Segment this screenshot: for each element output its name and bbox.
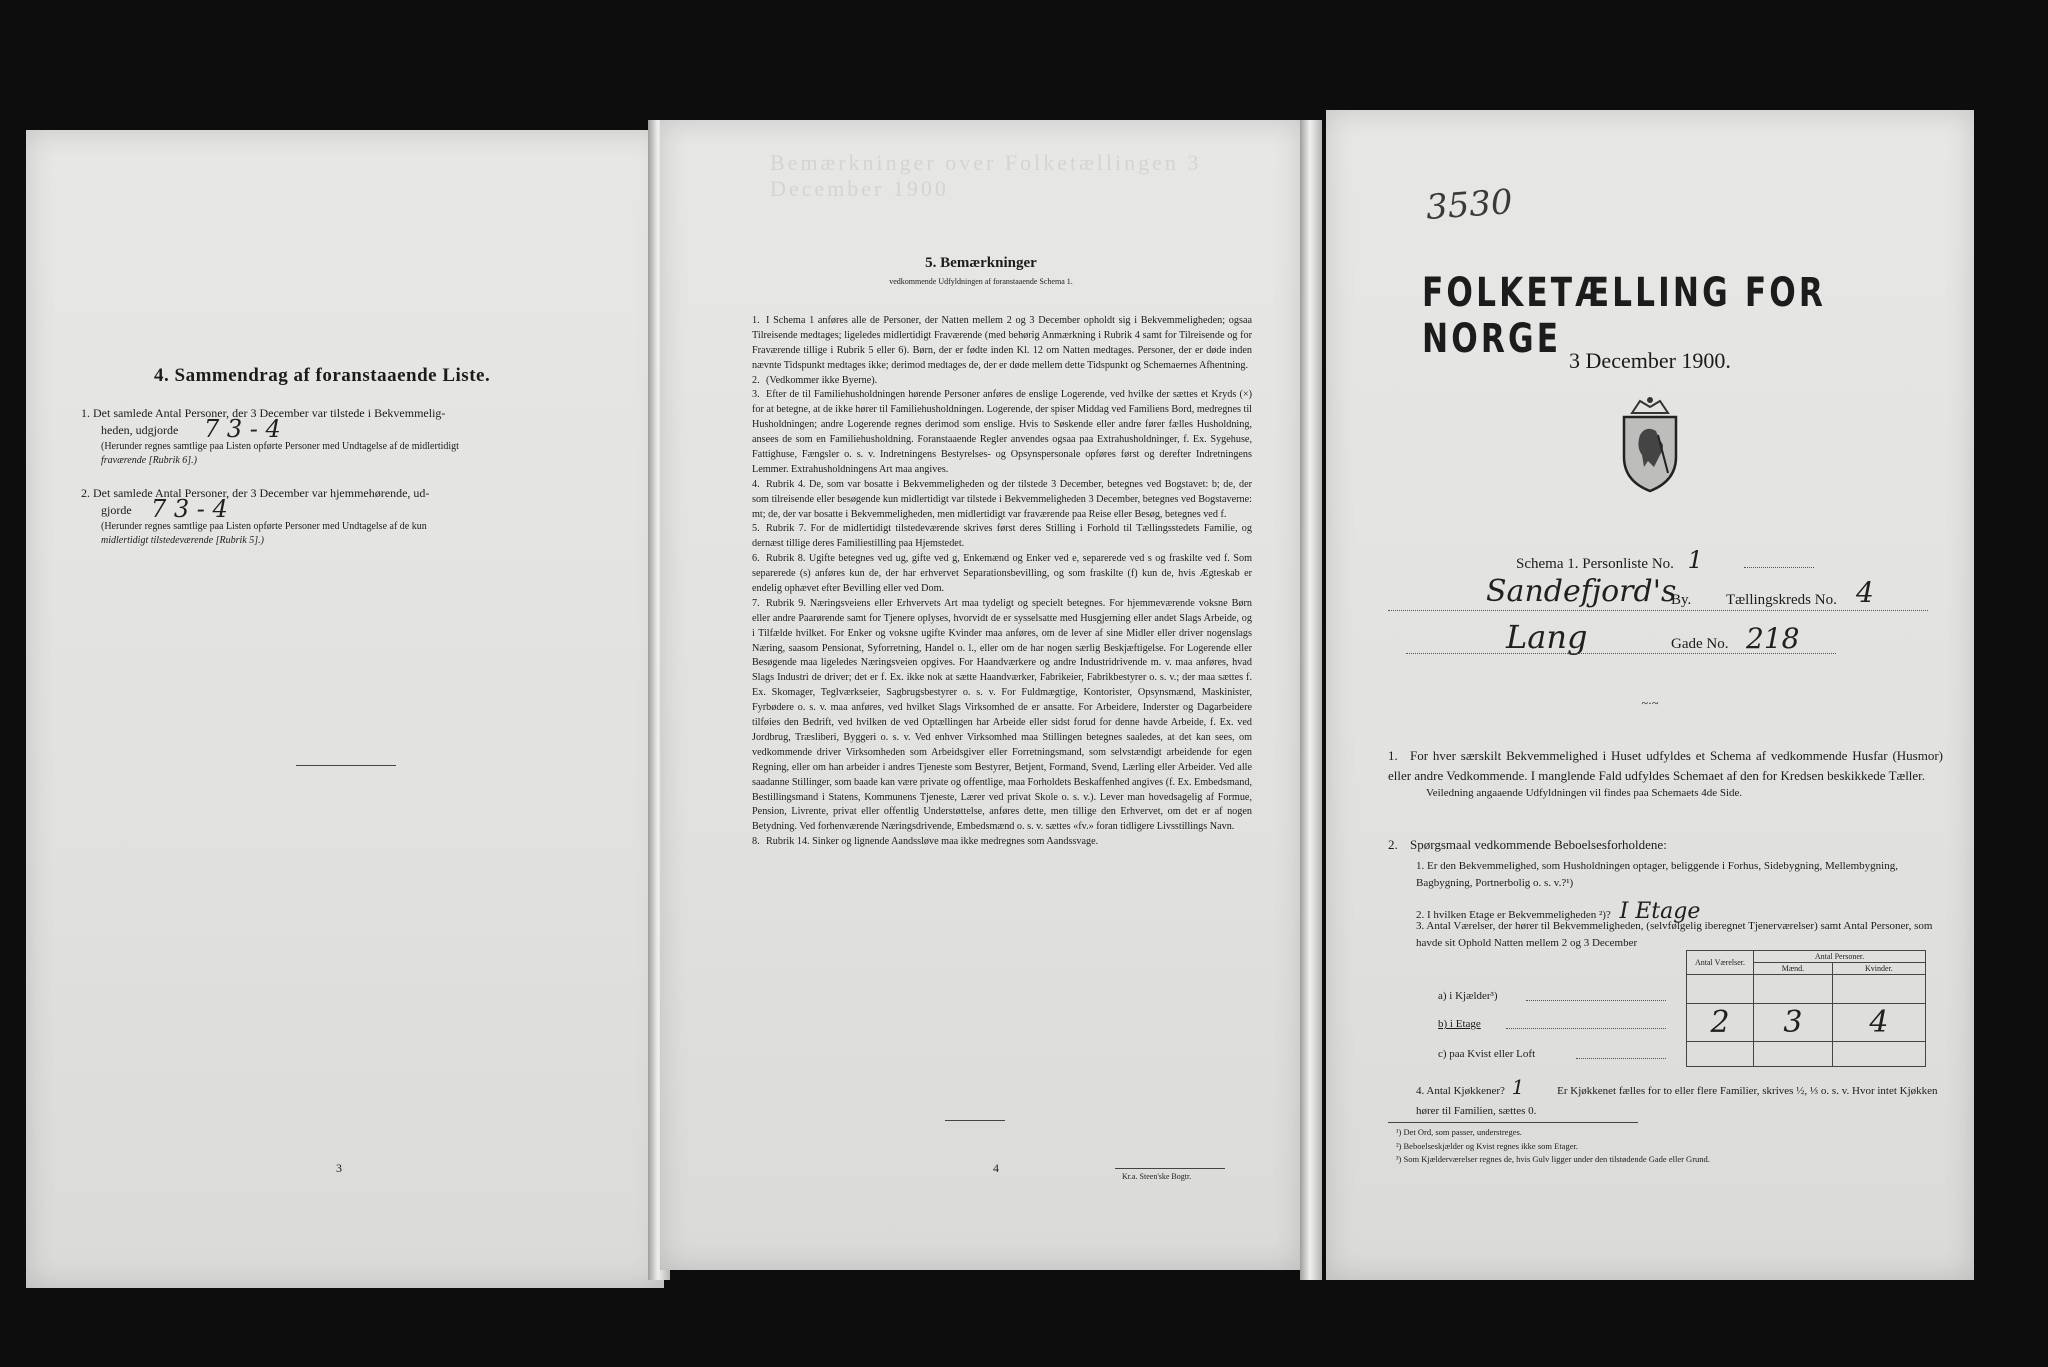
remarks-title: 5. Bemærkninger xyxy=(925,255,1037,271)
instruction-1-note: Veiledning angaaende Udfyldningen vil findes paa Schemaets 4de Side. xyxy=(1426,787,1743,799)
summary-item-2 xyxy=(81,485,641,549)
row-a-label: a) i Kjælder³) xyxy=(1438,990,1498,1002)
page-number-left: 3 xyxy=(336,1161,342,1175)
instruction-2: 2. Spørgsmaal vedkommende Beboelsesforholdene: xyxy=(1388,837,1667,852)
summary-item-2-line2: gjorde xyxy=(101,503,132,518)
kreds-label: Tællingskreds No. xyxy=(1726,592,1837,608)
gade-number: 218 xyxy=(1746,622,1800,655)
page-fold xyxy=(1300,120,1322,1280)
summary-item-2-line1: 2. Det samlede Antal Personer, der 3 December var hjemmehørende, ud- xyxy=(81,486,430,500)
personliste-number: 1 xyxy=(1687,546,1703,574)
remark-item: 1. I Schema 1 anføres alle de Personer, der Natten mellem 2 og 3 December opholdt sig i Bekvemmeligheden; ogsaa Tilreisende medtages; ligeledes midlertidigt Fraværende (med behørig Anmærkning i Rubrik 4 samt for Tilreisende og for Fraværende tillige i Rubrik 5 eller 6). Børn, der er fødte inden Kl. 12 om Natten medtages. Personer, der er døde inden nævnte Tidspunkt medtages ikke; derimod medtages de, der er døde mellem dette Tidspunkt og Schemaernes Afhentning. xyxy=(752,315,1252,371)
footnotes xyxy=(1396,1126,1941,1167)
question-4-value: 1 xyxy=(1511,1075,1525,1099)
header-vaerelser: Antal Værelser. xyxy=(1687,951,1754,975)
document-title: FOLKETÆLLING FOR NORGE xyxy=(1422,270,1827,362)
by-row xyxy=(1416,574,1936,620)
divider-rule xyxy=(945,1120,1005,1121)
row-b-label: b) i Etage xyxy=(1438,1018,1481,1030)
summary-item-1 xyxy=(81,405,641,469)
row-c-label: c) paa Kvist eller Loft xyxy=(1438,1048,1536,1060)
schema-label: Schema 1. Personliste No. 1 xyxy=(1516,546,1703,574)
remark-item: 2. (Vedkommer ikke Byerne). xyxy=(752,374,878,386)
summary-item-1-line2: heden, udgjorde xyxy=(101,423,179,438)
remark-item: 3. Efter de til Familiehusholdningen hørende Personer anføres de enslige Logerende, ved hvilke der sættes et Kryds (×) for at betegne, at de ikke hører til Familiehusholdningen. Logerende, der spiser Middag ved Familiens Bord, medregnes til Husholdningen; andre Logerende regnes derimod som enslige. Hvis to Søskende eller andre fører fælles Husholdning, ansees de som en Familiehusholdning. Foranstaaende Regler anvendes ogsaa paa Extrahusholdninger, f. Ex. Sygehuse, Fattighuse, Fængsler o. s. v. Indretningens Bestyrelses- og Opsynspersonale opføres først og derefter Indretningens Lemmer. Extrahusholdningens Art maa angives. xyxy=(752,389,1252,475)
document-date: 3 December 1900. xyxy=(1569,348,1731,373)
question-1: 1. Er den Bekvemmelighed, som Husholdningen optager, beliggende i Forhus, Sidebygning, Mellembygning, Bagbygning, Portnerbolig o. s. v.?¹) xyxy=(1416,860,1898,890)
counts-table xyxy=(1686,950,1926,1067)
remark-item: 6. Rubrik 8. Ugifte betegnes ved ug, gifte ved g, Enkemænd og Enker ved e, separerede ved s og fraskilte ved f. Som separerede (s) anføres kun de, der har erhvervet Separationsbevilling, og som fraskilte (f) kun de, hvis Ægteskab er endelig ophævet efter Bevilling eller ved Dom. xyxy=(752,553,1252,595)
printer-rule xyxy=(1115,1168,1225,1169)
question-4: 4. Antal Kjøkkener? 1 Er Kjøkkenet fælles for to eller flere Familier, skrives ½, ⅓ o. s. v. Hvor intet Kjøkken hører til Familien, sættes 0. xyxy=(1416,1075,1938,1117)
header-kvinder: Kvinder. xyxy=(1832,963,1925,975)
count-kvinder: 4 xyxy=(1869,1005,1889,1040)
remarks-subtitle: vedkommende Udfyldningen af foranstaaende Schema 1. xyxy=(889,277,1073,286)
question-3: 3. Antal Værelser, der hører til Bekvemmeligheden, (selvfølgelig iberegnet Tjenerværelser) samt Antal Personer, som havde sit Ophold Natten mellem 2 og 3 December xyxy=(1416,920,1933,950)
printer-imprint: Kr.a. Steen'ske Bogtr. xyxy=(1122,1172,1192,1181)
instruction-1: 1. For hver særskilt Bekvemmelighed i Huset udfyldes et Schema af vedkommende Husfar (Husmor) eller andre Vedkommende. I manglende Fald udfyldes Schemaet af den for Kredsen beskikkede Tæller. Veiledning angaaende Udfyldningen vil findes paa Schemaets 4de Side. xyxy=(1388,746,1943,802)
archive-number: 3530 xyxy=(1424,182,1514,228)
summary-item-2-note2: midlertidigt tilstedeværende [Rubrik 5].) xyxy=(101,535,264,547)
gade-row xyxy=(1416,618,1936,666)
divider-rule xyxy=(296,765,396,766)
remark-item: 5. Rubrik 7. For de midlertidigt tilstedeværende skrives først deres Stilling i Forhold til Tællingsstedets Familie, og dernæst tillige deres Familiestilling paa Hjemstedet. xyxy=(752,523,1252,550)
page-number-middle: 4 xyxy=(993,1161,999,1175)
summary-item-1-line1: 1. Det samlede Antal Personer, der 3 December var tilstede i Bekvemmelig- xyxy=(81,406,446,420)
gade-line xyxy=(1406,653,1836,654)
gade-label: Gade No. xyxy=(1671,636,1729,652)
header-maend: Mænd. xyxy=(1754,963,1833,975)
ornament: ~·~ xyxy=(1641,696,1659,710)
count-vaerelser: 2 xyxy=(1710,1005,1730,1040)
summary-item-2-value: 7 3 - 4 xyxy=(151,495,228,524)
row-b-line xyxy=(1506,1028,1666,1029)
remark-item: 4. Rubrik 4. De, som var bosatte i Bekvemmeligheden og der tilstede 3 December, betegnes ved Bogstavet: b; de, der som tilreisende eller besøgende kun midlertidigt var tilstede i Bekvemmeligheden 3 December, betegnes ved Bogstaverne: mt; de, der var bosatte i Bekvemmeligheden, men midlertidigt var fraværende paa Reise eller Besøg, betegnes ved f. xyxy=(752,478,1252,520)
right-page xyxy=(1326,110,1974,1280)
question-2: 2. I hvilken Etage er Bekvemmeligheden ²)? I Etage xyxy=(1416,899,1701,924)
by-value: Sandefjord's xyxy=(1486,574,1677,609)
norway-coat-of-arms-icon xyxy=(1610,395,1690,495)
summary-item-2-note1: (Herunder regnes samtlige paa Listen opførte Personer med Undtagelse af de kun xyxy=(101,520,427,532)
row-c-line xyxy=(1576,1058,1666,1059)
remarks-list xyxy=(752,314,1252,850)
footnote-rule xyxy=(1388,1122,1638,1123)
summary-item-1-value: 7 3 - 4 xyxy=(204,415,281,444)
bleed-through-text: Bemærkninger over Folketællingen 3 December 1900 xyxy=(770,150,1202,201)
summary-title: 4. Sammendrag af foranstaaende Liste. xyxy=(154,365,491,386)
footnote-2: ²) Beboelseskjælder og Kvist regnes ikke som Etager. xyxy=(1396,1140,1578,1151)
summary-item-1-note1: (Herunder regnes samtlige paa Listen opførte Personer med Undtagelse af de midlertidigt xyxy=(101,440,459,452)
summary-item-1-note2: fraværende [Rubrik 6].) xyxy=(101,455,198,467)
by-line xyxy=(1388,610,1928,611)
row-a-line xyxy=(1526,1000,1666,1001)
remark-item: 7. Rubrik 9. Næringsveiens eller Erhvervets Art maa tydeligt og specielt betegnes. For hjemmeværende voksne Børn eller andre Paarørende samt for Tjenere oplyses, hvorvidt de er sysselsatte med Husgjerning eller andet Slags Arbeide, og i Tilfælde hvilket. For Enker og voksne ugifte Kvinder maa anføres, om de lever af sine Midler eller driver nogenslags Næring, saasom Pensionat, Syforretning, Handel o. l., eller om de har nogen særlig Beskjæftigelse. For Logerende eller Besøgende maa ligeledes Næringsveien opgives. For Haandværkere og andre Industridrivende m. v. maa anføres, hvad Slags Industri de driver; det er f. Ex. ikke nok at sætte Haandværker, Fabrikeier, Fabrikbestyrer o. s. v.; der maa sættes f. Ex. Skomager, Teglværkseier, Sagbrugsbestyrer o. s. v. For Fuldmægtige, Kontorister, Opsynsmænd, Maskinister, Fyrbødere o. s. v. maa anføres, ved hvilket Slags Virksomhed de er ansatte. For Arbeidere, Inderster og Dagarbeidere tilføies den Bedrift, ved hvilken de ved Optællingen har Arbeide eller sidst forud for denne havde Arbeide, f. Ex. ved Jordbrug, Træsliberi, Byggeri o. s. v. Ved enhver Virksomhed maa Stillingen betegnes saaledes, at det kan sees, om vedkommende driver Virksomheden som Arbeidsgiver eller Forretningsmand, som selvstændigt arbeidende for egen Regning, eller om han arbeider i andres Tjeneste som Bestyrer, Betjent, Formand, Svend, Lærling eller Arbeider. Ved alle saadanne Stillinger, som baade kan være private og offentlige, maa Forholdets Beskaffenhed angives (f. Ex. Embedsmand, Bestillingsmand i Statens, Kommunens Tjeneste, Lærer ved privat Skole o. s. v.). Lever man hovedsagelig af Formue, Pension, Livrente, privat eller offentlig Understøttelse, anføres dette, men tillige den Erhvervet, om det er af nogen Betydning. Ved forhenværende Næringsdrivende, Embedsmænd o. s. v. sættes «fv.» foran tidligere Livsstillings Navn. xyxy=(752,597,1252,833)
personliste-line xyxy=(1744,567,1814,568)
gade-value: Lang xyxy=(1506,618,1588,656)
remark-item: 8. Rubrik 14. Sinker og lignende Aandssløve maa ikke medregnes som Aandssvage. xyxy=(752,836,1099,848)
count-maend: 3 xyxy=(1783,1005,1803,1040)
middle-page xyxy=(660,120,1302,1270)
kreds-value: 4 xyxy=(1856,576,1874,609)
footnote-1: ¹) Det Ord, som passer, understreges. xyxy=(1396,1127,1522,1137)
by-label: By. xyxy=(1671,592,1692,608)
header-personer: Antal Personer. xyxy=(1754,951,1926,963)
footnote-3: ³) Som Kjælderværelser regnes de, hvis Gulv ligger under den tilstødende Gade eller Grund. xyxy=(1396,1154,1710,1165)
left-page xyxy=(26,130,664,1288)
question-2-value: I Etage xyxy=(1619,899,1701,924)
